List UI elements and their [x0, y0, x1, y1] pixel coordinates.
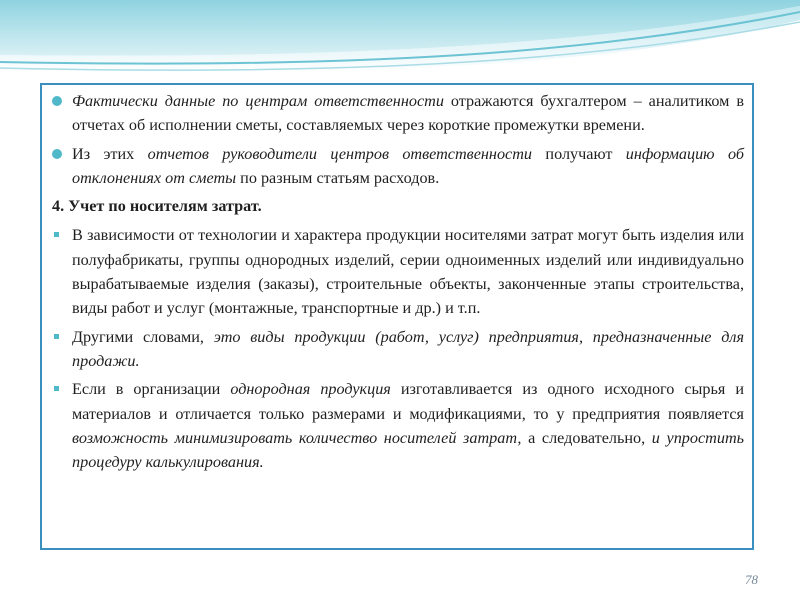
bullet-paragraph	[50, 377, 744, 474]
text-segment: информацию об отклонениях от сметы	[72, 144, 744, 187]
text-segment: 4. Учет по носителям затрат.	[52, 197, 262, 216]
bullet-paragraph	[50, 89, 744, 138]
decorative-waves	[0, 0, 800, 90]
text-segment: однородная продукция	[230, 380, 391, 399]
text-segment: Другими словами,	[72, 327, 214, 346]
page-number: 78	[745, 572, 758, 587]
text-segment: В зависимости от технологии и характера продукции носителями затрат могут быть изделия или полуфабрикаты, группы однородных изделий, серии одноименных изделий или индивидуально вырабатываемые изделия (заказы), строительные объекты, законченные этапы строительства, виды работ и услуг (монтажные, транспортные и др.) и т.п.	[72, 226, 744, 318]
text-segment: отражаются бухгалтером – аналитиком в отчетах об исполнении сметы, составляемых через короткие промежутки времени.	[72, 92, 744, 135]
bullet-paragraph	[50, 223, 744, 320]
square-bullet-icon	[54, 232, 59, 237]
square-bullet-icon	[54, 386, 59, 391]
text-segment: по разным статьям расходов.	[236, 168, 440, 187]
text-segment: изготавливается из одного исходного сырья и материалов и отличается только размерами и модификациями, то у предприятия появляется	[72, 380, 744, 423]
text-segment: Фактически данные по центрам ответственности	[72, 92, 444, 110]
section-heading	[50, 194, 744, 218]
text-segment: и упростить процедуру калькулирования.	[72, 428, 744, 472]
text-segment: Если в организации	[72, 380, 231, 399]
square-bullet-icon	[54, 334, 59, 339]
text-segment: возможность минимизировать количество носителей затрат,	[72, 428, 522, 447]
text-segment: а следовательно,	[521, 428, 652, 447]
text-segment: получают	[532, 144, 626, 163]
text-segment: Из этих	[72, 144, 148, 163]
text-segment: это виды продукции (работ, услуг) предприятия, предназначенные для продажи.	[72, 327, 744, 370]
slide-content	[40, 83, 754, 550]
bullet-paragraph	[50, 325, 744, 374]
circle-bullet-icon	[52, 149, 62, 159]
bullet-paragraph	[50, 142, 744, 191]
circle-bullet-icon	[52, 96, 62, 106]
text-segment: отчетов руководители центров ответственности	[147, 144, 533, 163]
